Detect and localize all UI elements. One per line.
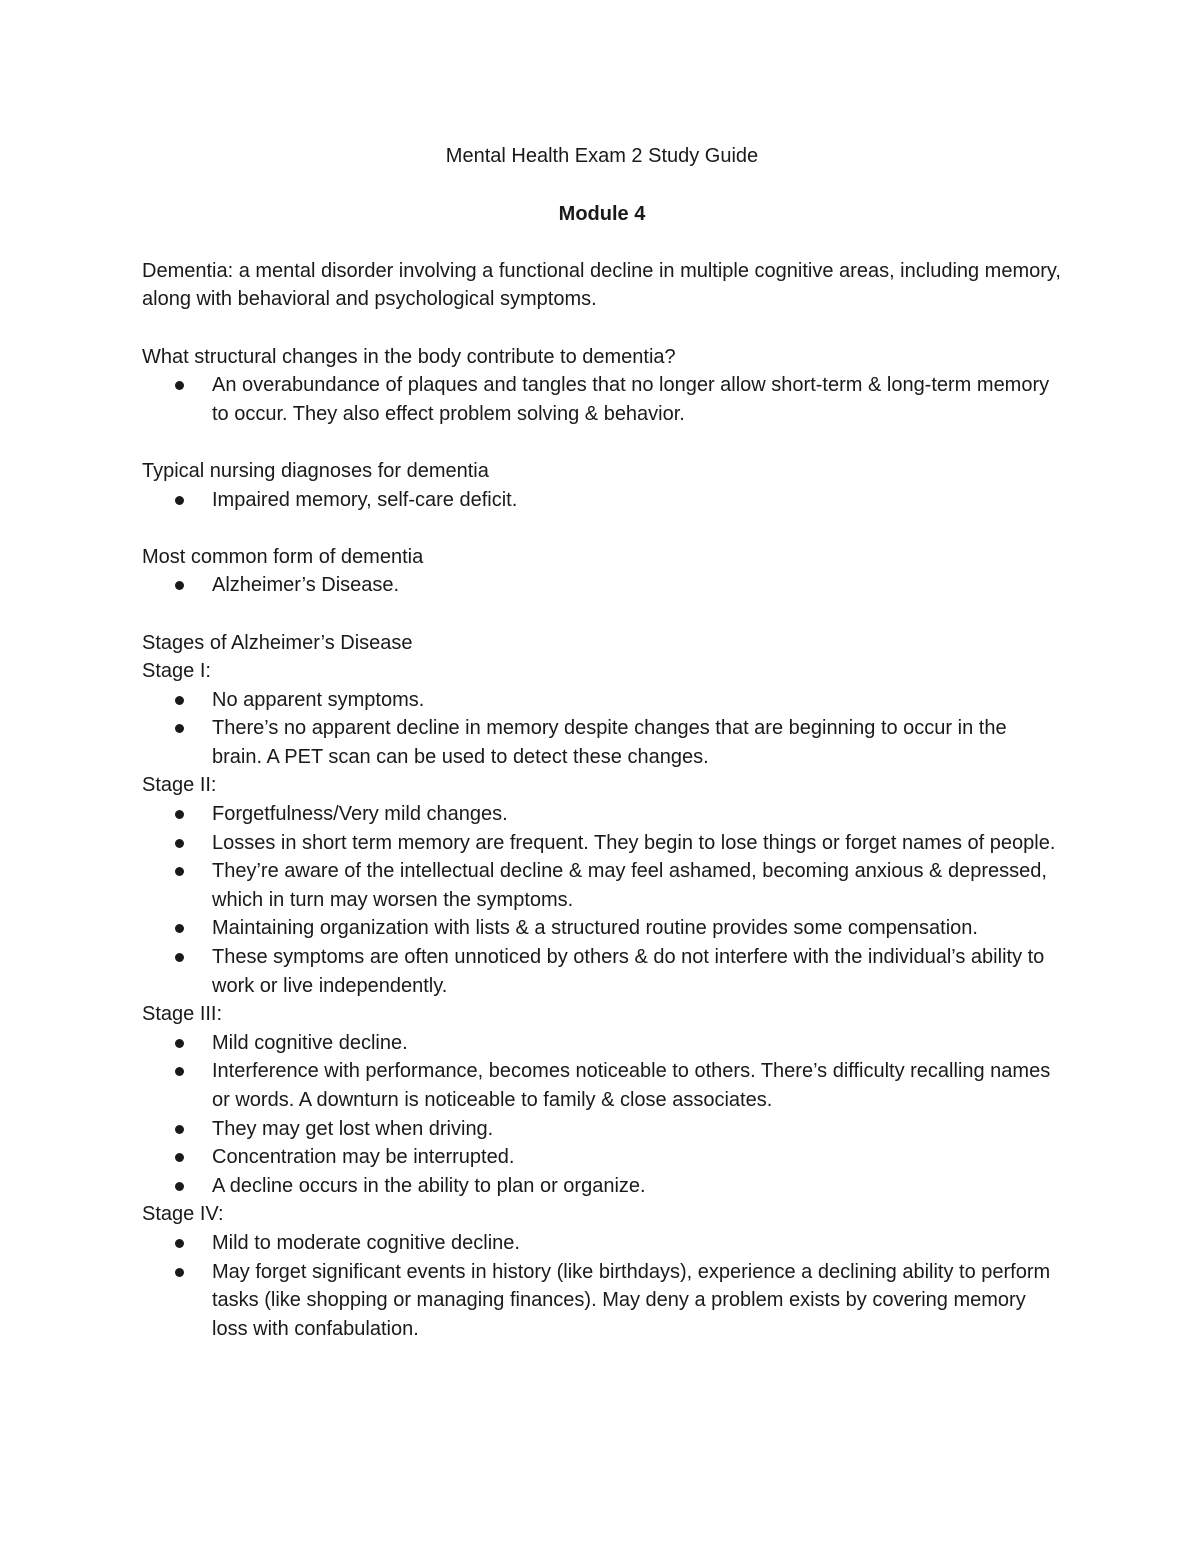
bullet-icon — [175, 1039, 184, 1048]
list-item — [142, 686, 1062, 715]
list-item — [142, 714, 1062, 771]
question-common-form — [142, 543, 1062, 600]
list-item-text: They’re aware of the intellectual decline & may feel ashamed, becoming anxious & depressed, which in turn may worsen the symptoms. — [212, 860, 1047, 911]
stage-bullet-list — [142, 800, 1062, 1000]
list-item-text: Mild cognitive decline. — [212, 1031, 408, 1054]
list-item-text: An overabundance of plaques and tangles that no longer allow short-term & long-term memory to occur. They also effect problem solving & behavior. — [212, 374, 1050, 425]
list-item-text: Maintaining organization with lists & a structured routine provides some compensation. — [212, 917, 978, 940]
stage-bullet-list — [142, 1229, 1062, 1343]
bullet-icon — [175, 1268, 184, 1277]
list-item — [142, 1229, 1062, 1258]
bullet-icon — [175, 1153, 184, 1162]
question-structural-changes — [142, 343, 1062, 429]
list-item-text: Alzheimer’s Disease. — [212, 574, 400, 597]
dementia-definition: Dementia: a mental disorder involving a functional decline in multiple cognitive areas, including memory, along with behavioral and psychological symptoms. — [142, 259, 1061, 311]
list-item — [142, 1258, 1062, 1344]
bullet-icon — [175, 696, 184, 705]
bullet-icon — [175, 1239, 184, 1248]
bullet-icon — [175, 581, 184, 590]
bullet-list — [142, 571, 1062, 600]
bullet-icon — [175, 381, 184, 390]
question-nursing-diagnoses — [142, 457, 1062, 514]
stage-bullet-list — [142, 686, 1062, 772]
list-item — [142, 1143, 1062, 1172]
list-item — [142, 829, 1062, 858]
list-item-text: They may get lost when driving. — [212, 1117, 494, 1140]
stage-label: Stage I: — [142, 660, 211, 683]
stage-label: Stage II: — [142, 774, 217, 797]
bullet-icon — [175, 724, 184, 733]
stage-bullet-list — [142, 1029, 1062, 1201]
list-item — [142, 1115, 1062, 1144]
question-heading: Most common form of dementia — [142, 545, 424, 568]
list-item-text: There’s no apparent decline in memory despite changes that are beginning to occur in the brain. A PET scan can be used to detect these changes. — [212, 717, 1007, 768]
bullet-icon — [175, 924, 184, 933]
document-body — [142, 142, 1062, 1343]
bullet-icon — [175, 839, 184, 848]
list-item-text: May forget significant events in history (like birthdays), experience a declining ability to perform tasks (like shopping or managing finances). May deny a problem exists by covering memory loss with confabulation. — [212, 1260, 1051, 1340]
bullet-icon — [175, 1182, 184, 1191]
list-item — [142, 571, 1062, 600]
list-item-text: Impaired memory, self-care deficit. — [212, 488, 518, 511]
module-heading: Module 4 — [558, 202, 646, 225]
bullet-icon — [175, 1125, 184, 1134]
bullet-list — [142, 371, 1062, 428]
list-item — [142, 943, 1062, 1000]
stages-heading: Stages of Alzheimer’s Disease — [142, 631, 413, 654]
bullet-icon — [175, 1067, 184, 1076]
bullet-icon — [175, 953, 184, 962]
bullet-icon — [175, 867, 184, 876]
list-item — [142, 486, 1062, 515]
list-item — [142, 1172, 1062, 1201]
list-item-text: Mild to moderate cognitive decline. — [212, 1231, 520, 1254]
list-item-text: Interference with performance, becomes noticeable to others. There’s difficulty recalling names or words. A downturn is noticeable to family & close associates. — [212, 1060, 1051, 1111]
document-title: Mental Health Exam 2 Study Guide — [445, 145, 759, 167]
bullet-icon — [175, 810, 184, 819]
list-item-text: These symptoms are often unnoticed by others & do not interfere with the individual’s ability to work or live independently. — [212, 946, 1045, 997]
list-item — [142, 1057, 1062, 1114]
stage-label: Stage IV: — [142, 1203, 224, 1226]
stage-label: Stage III: — [142, 1003, 223, 1026]
question-heading: Typical nursing diagnoses for dementia — [142, 459, 489, 482]
list-item — [142, 914, 1062, 943]
bullet-icon — [175, 496, 184, 505]
list-item — [142, 800, 1062, 829]
list-item-text: Concentration may be interrupted. — [212, 1146, 515, 1169]
list-item — [142, 371, 1062, 428]
list-item — [142, 1029, 1062, 1058]
list-item-text: Losses in short term memory are frequent. They begin to lose things or forget names of people. — [212, 831, 1056, 854]
list-item-text: No apparent symptoms. — [212, 688, 425, 711]
list-item — [142, 857, 1062, 914]
list-item-text: A decline occurs in the ability to plan or organize. — [212, 1174, 646, 1197]
list-item-text: Forgetfulness/Very mild changes. — [212, 803, 508, 826]
question-heading: What structural changes in the body contribute to dementia? — [142, 345, 676, 368]
bullet-list — [142, 486, 1062, 515]
